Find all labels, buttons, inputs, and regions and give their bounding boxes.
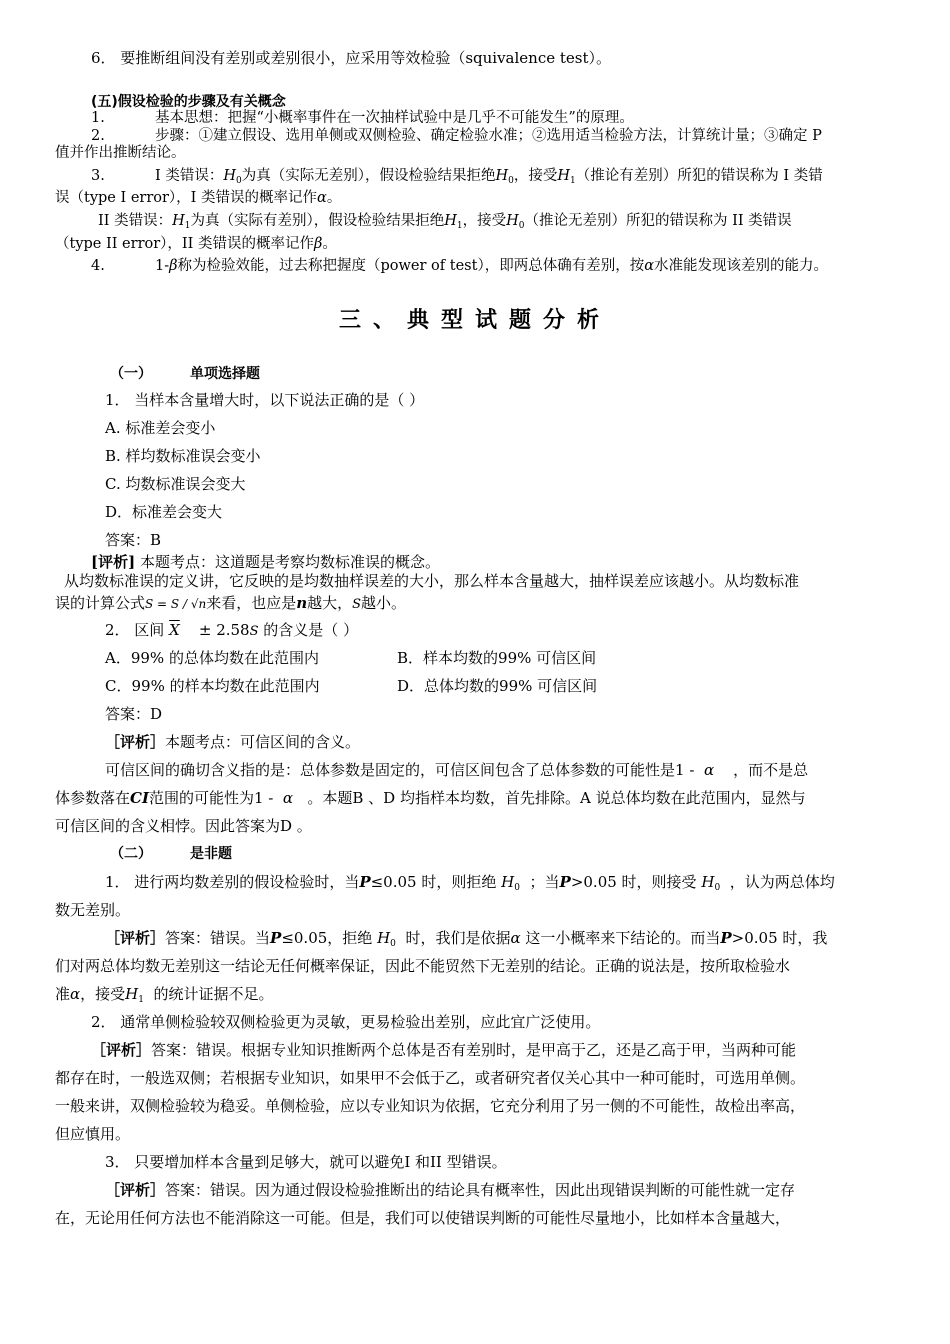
q1-option-b: B. 样均数标准误会变小	[105, 447, 261, 465]
q1-explanation-line1: 从均数标准误的定义讲，它反映的是均数抽样误差的大小，那么样本含量越大，抽样误差应该越小。从均数标准	[64, 572, 800, 590]
q2-option-b: B．样本均数的99% 可信区间	[397, 649, 597, 667]
j1-stem-line2: 数无差别。	[55, 901, 131, 919]
q2-explanation-line3: 可信区间的含义相悖。因此答案为D 。	[55, 817, 312, 835]
j1-evaluation-line3: 准α，接受$H_1$ 的统计证据不足。	[55, 985, 274, 1005]
j3-evaluation-line2: 在，无论用任何方法也不能消除这一可能。但是，我们可以使错误判断的可能性尽量地小，比如样本含量越大，	[55, 1209, 791, 1227]
j1-stem-line1: 1． 进行两均数差别的假设检验时，当P≤0.05 时，则拒绝 $H_0$ ；当P>0.05 时，则接受 $H_0$ ，认为两总体均	[105, 873, 835, 893]
j2-evaluation-line1: ［评析］答案：错误。根据专业知识推断两个总体是否有差别时，是甲高于乙，还是乙高于甲，当两种可能	[91, 1041, 797, 1059]
step-2-text-cont: 值并作出推断结论。	[55, 145, 186, 161]
type1-error-line2: 误（type I error），I 类错误的概率记作α。	[55, 190, 342, 206]
type2-error-line1: II 类错误：$H_1$为真（实际有差别），假设检验结果拒绝$H_1$，接受$H_0$（推论无差别）所犯的错误称为 II 类错误	[98, 213, 792, 231]
j3-stem: 3． 只要增加样本含量到足够大，就可以避免I 和II 型错误。	[105, 1153, 507, 1171]
q1-explanation-line2: 误的计算公式S = S / √n来看，也应是n越大，S越小。	[55, 594, 407, 612]
section-title: 三、典型试题分析	[338, 308, 611, 333]
q2-explanation-line1: 可信区间的确切含义指的是：总体参数是固定的，可信区间包含了总体参数的可能性是1 - α ，而不是总	[105, 761, 809, 779]
q1-option-d: D．标准差会变大	[105, 503, 223, 521]
step-3-num: 3.	[91, 168, 105, 184]
part1-heading-num: （一）	[110, 366, 152, 382]
q1-answer: 答案：B	[105, 531, 162, 549]
q2-evaluation: ［评析］本题考点：可信区间的含义。	[105, 733, 361, 751]
item-6: 6． 要推断组间没有差别或差别很小，应采用等效检验（squivalence test）。	[91, 49, 612, 67]
step-2-text: 步骤：①建立假设、选用单侧或双侧检验、确定检验水准；②选用适当检验方法，计算统计量；③确定 P	[155, 128, 822, 144]
q2-answer: 答案：D	[105, 705, 163, 723]
part2-heading-text: 是非题	[190, 846, 232, 862]
step-4-num: 4.	[91, 258, 105, 274]
j3-evaluation-line1: ［评析］答案：错误。因为通过假设检验推断出的结论具有概率性，因此出现错误判断的可能性就一定存	[105, 1181, 796, 1199]
j2-evaluation-line3: 一般来讲，双侧检验较为稳妥。单侧检验，应以专业知识为依据，它充分利用了另一侧的不可能性，故检出率高，	[55, 1097, 806, 1115]
part1-heading-text: 单项选择题	[190, 366, 260, 382]
q1-evaluation: [评析] 本题考点：这道题是考察均数标准误的概念。	[91, 553, 440, 571]
q2-option-c: C．99% 的样本均数在此范围内	[105, 677, 320, 695]
step-1-num: 1.	[91, 110, 105, 126]
part2-heading-num: （二）	[110, 846, 152, 862]
section-heading-5: (五)假设检验的步骤及有关概念	[91, 94, 286, 110]
type2-error-line2: （type II error），II 类错误的概率记作β。	[55, 236, 337, 252]
j2-evaluation-line2: 都存在时，一般选双侧；若根据专业知识，如果甲不会低于乙，或者研究者仅关心其中一种可能时，可选用单侧。	[55, 1069, 806, 1087]
power-line: 1-β称为检验效能，过去称把握度（power of test），即两总体确有差别，按α水准能发现该差别的能力。	[155, 258, 828, 274]
q1-option-c: C. 均数标准误会变大	[105, 475, 246, 493]
type1-error-line1: I 类错误：$H_0$为真（实际无差别），假设检验结果拒绝$H_0$，接受$H_1$（推论有差别）所犯的错误称为 I 类错	[155, 168, 823, 186]
step-2-num: 2.	[91, 128, 105, 144]
q2-option-d: D．总体均数的99% 可信区间	[397, 677, 598, 695]
q1-stem: 1． 当样本含量增大时，以下说法正确的是（ ）	[105, 391, 425, 409]
q2-stem: 2． 区间 $\overline{X}$ ± 2.58S 的含义是（ ）	[105, 621, 359, 639]
q1-option-a: A. 标准差会变小	[105, 419, 216, 437]
j2-stem: 2． 通常单侧检验较双侧检验更为灵敏，更易检验出差别，应此宜广泛使用。	[91, 1013, 601, 1031]
step-1-text: 基本思想：把握“小概率事件在一次抽样试验中是几乎不可能发生”的原理。	[155, 110, 634, 126]
q2-option-a: A．99% 的总体均数在此范围内	[105, 649, 319, 667]
j1-evaluation-line1: ［评析］答案：错误。当P≤0.05，拒绝 $H_0$ 时，我们是依据α 这一小概率来下结论的。而当P>0.05 时，我	[105, 929, 828, 949]
j2-evaluation-line4: 但应慎用。	[55, 1125, 131, 1143]
q2-explanation-line2: 体参数落在CI范围的可能性为1 - α 。本题B 、D 均指样本均数，首先排除。A 说总体均数在此范围内，显然与	[55, 789, 806, 807]
j1-evaluation-line2: 们对两总体均数无差别这一结论无任何概率保证，因此不能贸然下无差别的结论。正确的说法是，按所取检验水	[55, 957, 791, 975]
